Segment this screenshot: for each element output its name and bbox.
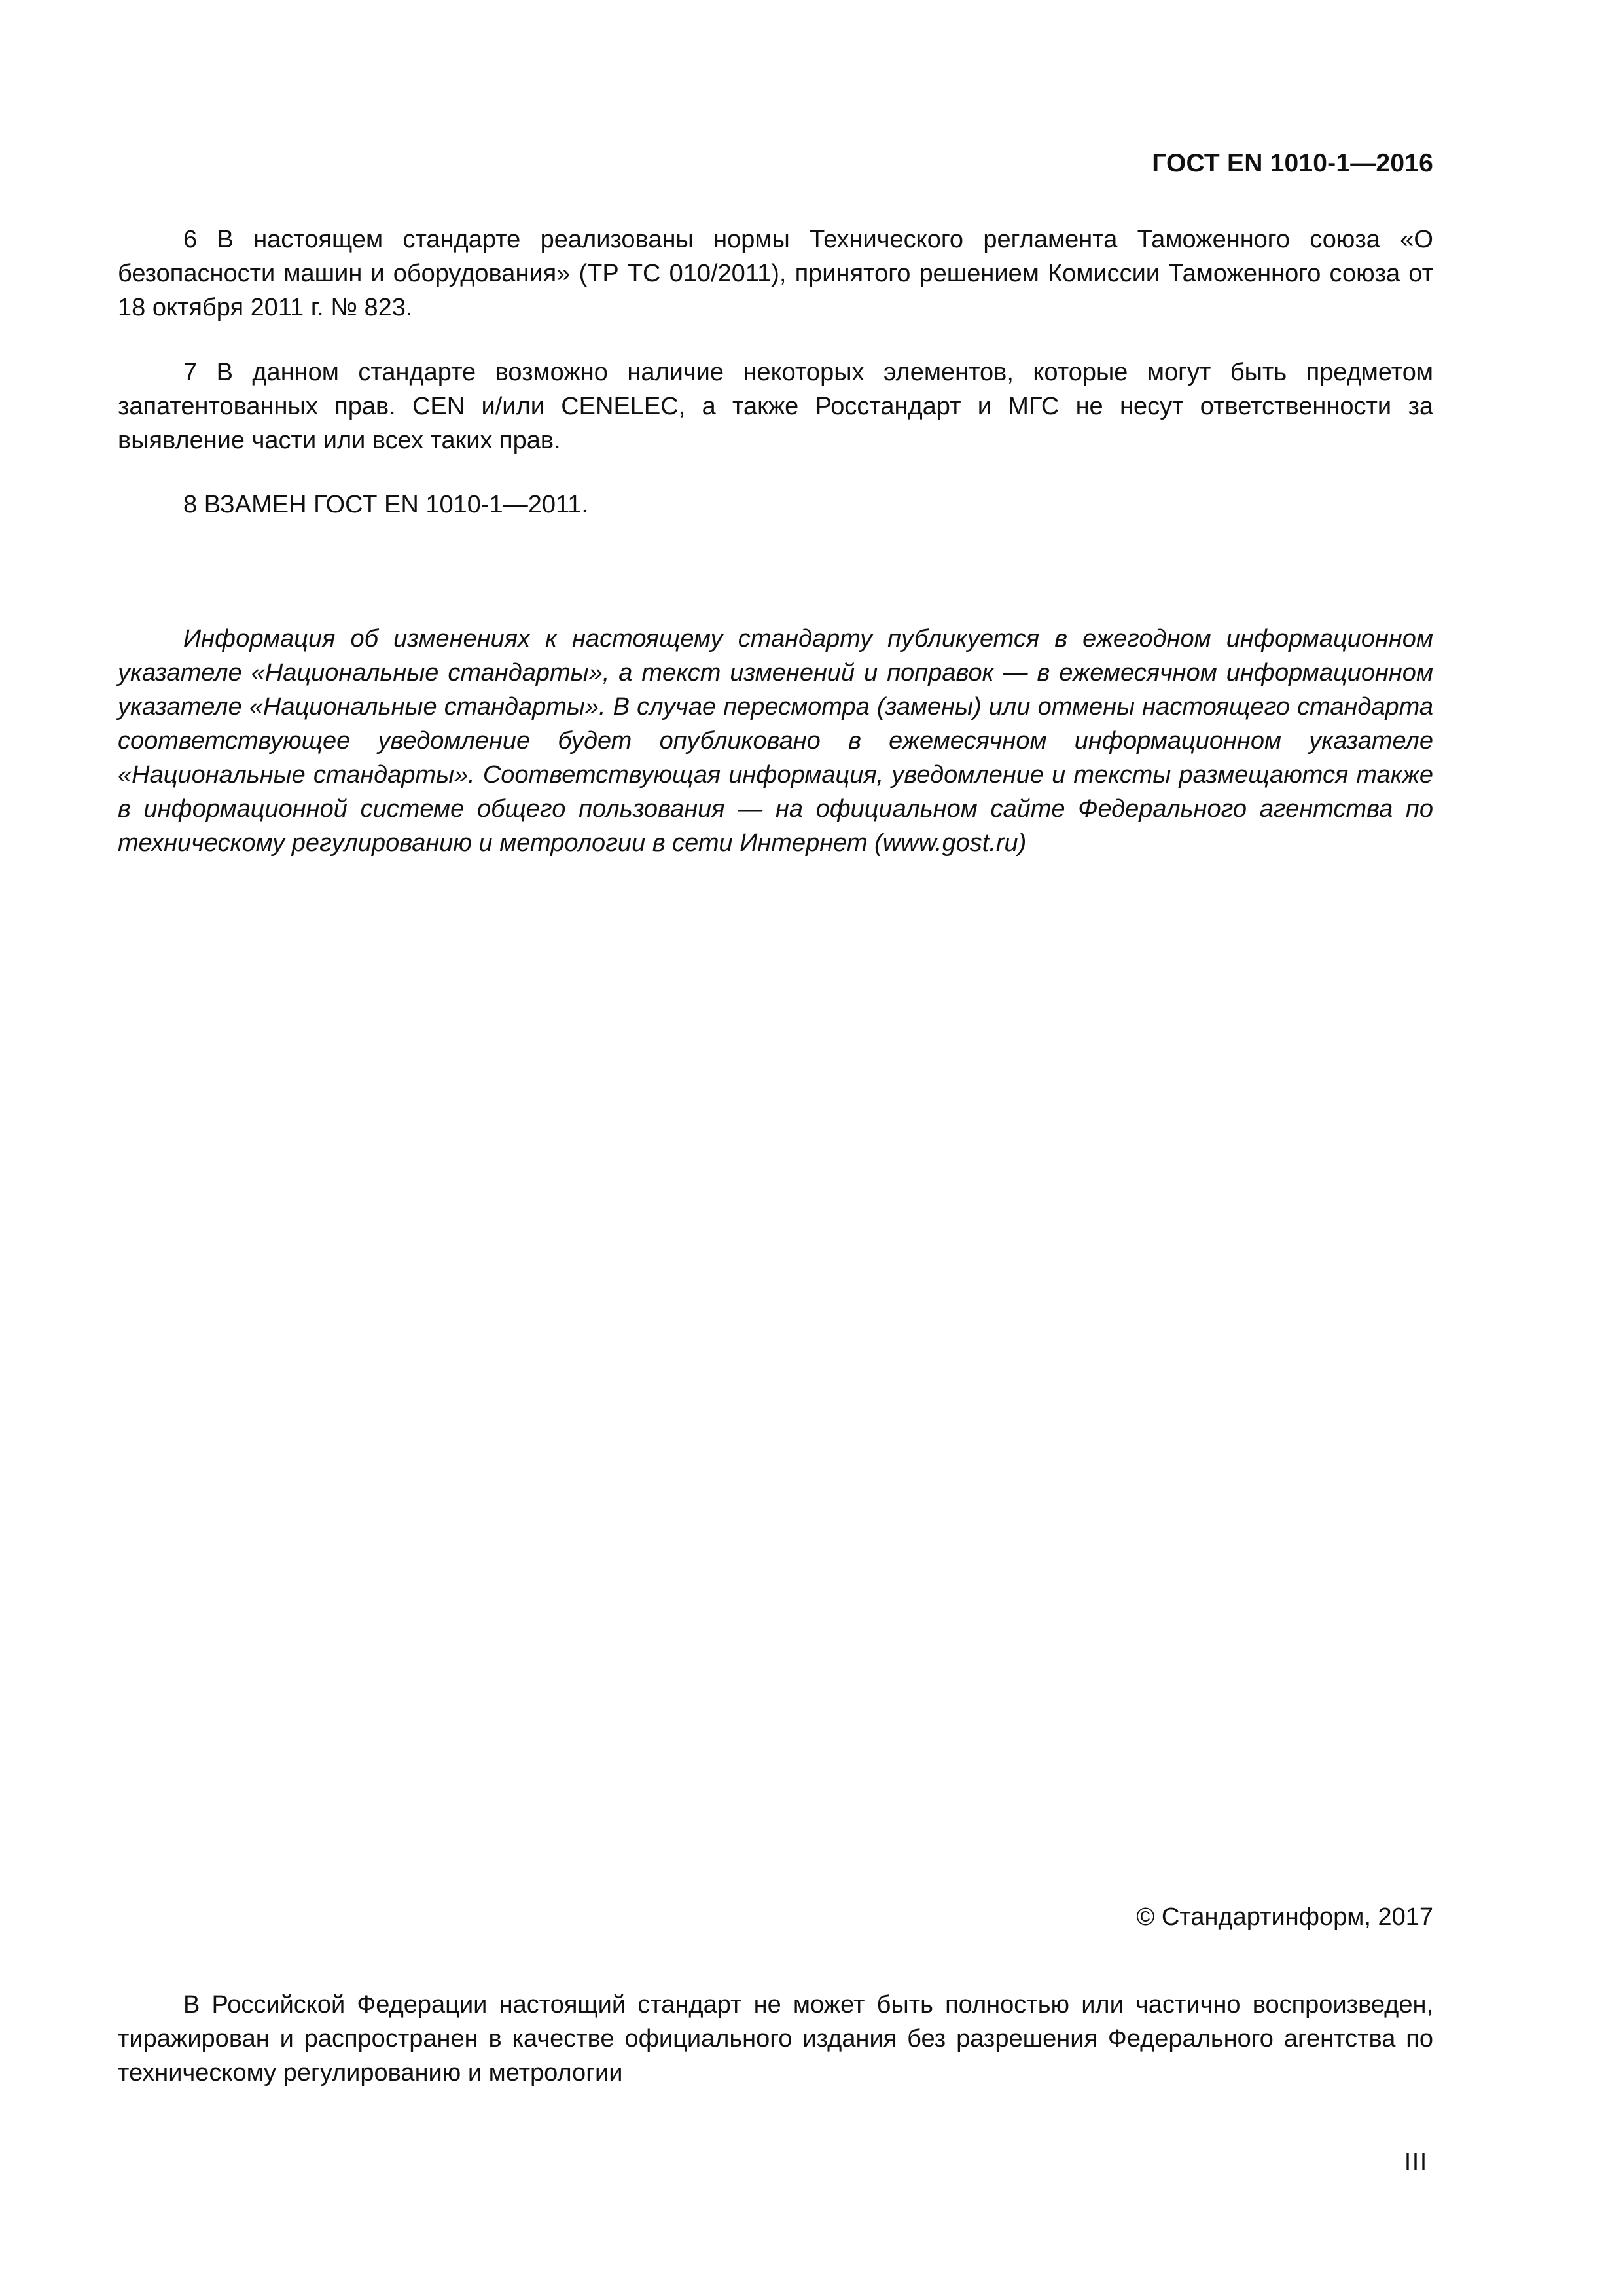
document-code-header: ГОСТ EN 1010-1—2016 (1152, 149, 1433, 177)
copyright-line: © Стандартинформ, 2017 (1136, 1903, 1433, 1931)
page-number: III (1404, 2148, 1428, 2175)
reproduction-notice: В Российской Федерации настоящий стандарт не может быть полностью или частично воспроизведен, тиражирован и распространен в качестве официального издания без разрешения Федерального агентства по техническому регулированию и метрологии (118, 1991, 1433, 2087)
paragraph-item-8: 8 ВЗАМЕН ГОСТ EN 1010-1—2011. (183, 491, 588, 518)
paragraph-item-6: 6 В настоящем стандарте реализованы нормы Технического регламента Таможенного союза «О безопасности машин и оборудования» (ТР ТС 010/2011), принятого решением Комиссии Таможенного союза от 18 октября 2011 г. № 823. (118, 226, 1433, 321)
paragraph-item-7: 7 В данном стандарте возможно наличие некоторых элементов, которые могут быть предметом запатентованных прав. CEN и/или CENELEC, а также Росстандарт и МГС не несут ответственности за выявление части или всех таких прав. (118, 359, 1433, 454)
information-notice: Информация об изменениях к настоящему стандарту публикуется в ежегодном информационном указателе «Национальные стандарты», а текст изменений и поправок — в ежемесячном информационном указателе «Национальные стандарты». В случае пересмотра (замены) или отмены настоящего стандарта соответствующее уведомление будет опубликовано в ежемесячном информационном указателе «Национальные стандарты». Соответствующая информация, уведомление и тексты размещаются также в информационной системе общего пользования — на официальном сайте Федерального агентства по техническому регулированию и метрологии в сети Интернет (www.gost.ru) (118, 625, 1433, 857)
